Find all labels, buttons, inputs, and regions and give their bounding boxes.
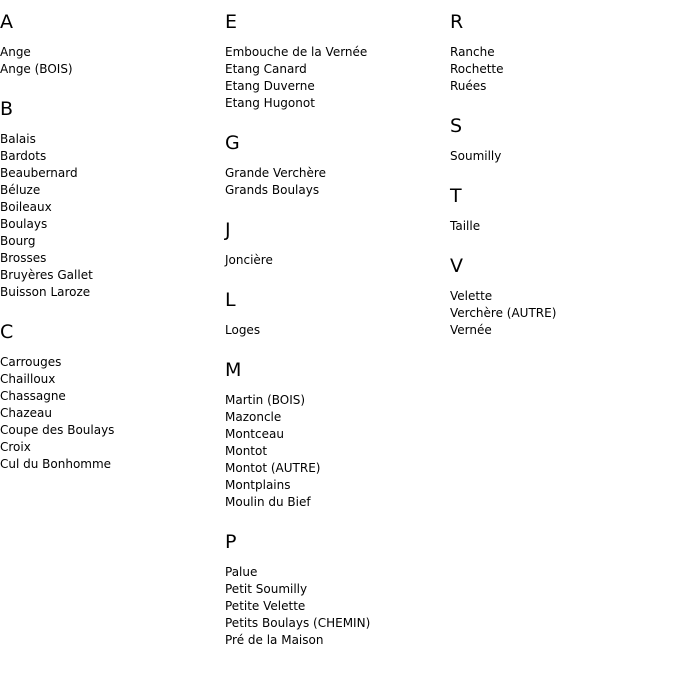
place-entry[interactable]: Vernée [450, 323, 492, 337]
letter-group-p [225, 530, 450, 649]
letter-group-b [0, 97, 225, 301]
letter-group-j [225, 218, 450, 269]
place-entry[interactable]: Boulays [0, 217, 48, 231]
letter-group-t [450, 184, 675, 235]
place-entry[interactable]: Coupe des Boulays [0, 423, 115, 437]
place-entry[interactable]: Verchère (AUTRE) [450, 306, 557, 320]
place-entry[interactable]: Etang Canard [225, 62, 307, 76]
entry-list [225, 252, 450, 269]
letter-group-e [225, 10, 450, 112]
letter-group-r [450, 10, 675, 95]
place-entry[interactable]: Taille [450, 219, 481, 233]
place-entry[interactable]: Grande Verchère [225, 166, 326, 180]
place-entry[interactable]: Joncière [225, 253, 273, 267]
letter-heading: A [0, 11, 13, 33]
place-entry[interactable]: Montot [225, 444, 268, 458]
place-entry[interactable]: Brosses [0, 251, 47, 265]
place-entry[interactable]: Ruées [450, 79, 487, 93]
index-column [450, 10, 675, 358]
letter-group-s [450, 114, 675, 165]
place-entry[interactable]: Beaubernard [0, 166, 78, 180]
letter-heading: R [450, 11, 464, 33]
place-entry[interactable]: Montplains [225, 478, 291, 492]
letter-group-g [225, 131, 450, 199]
place-entry[interactable]: Etang Duverne [225, 79, 315, 93]
place-entry[interactable]: Etang Hugonot [225, 96, 315, 110]
place-entry[interactable]: Martin (BOIS) [225, 393, 306, 407]
place-entry[interactable]: Ange [0, 45, 31, 59]
letter-heading: E [225, 11, 238, 33]
entry-list [225, 44, 450, 112]
index-column [0, 10, 225, 492]
place-entry[interactable]: Petit Soumilly [225, 582, 308, 596]
place-entry[interactable]: Palue [225, 565, 258, 579]
entry-list [0, 44, 225, 78]
entry-list [0, 131, 225, 301]
place-entry[interactable]: Carrouges [0, 355, 62, 369]
letter-heading: L [225, 289, 236, 311]
place-entry[interactable]: Buisson Laroze [0, 285, 91, 299]
entry-list [0, 354, 225, 473]
entry-list [450, 218, 675, 235]
letter-heading: S [450, 115, 463, 137]
place-entry[interactable]: Bardots [0, 149, 47, 163]
place-entry[interactable]: Bourg [0, 234, 36, 248]
entry-list [450, 148, 675, 165]
place-entry[interactable]: Velette [450, 289, 493, 303]
place-entry[interactable]: Cul du Bonhomme [0, 457, 112, 471]
place-entry[interactable]: Croix [0, 440, 31, 454]
place-entry[interactable]: Embouche de la Vernée [225, 45, 368, 59]
entry-list [450, 44, 675, 95]
place-entry[interactable]: Grands Boulays [225, 183, 320, 197]
place-entry[interactable]: Chailloux [0, 372, 56, 386]
place-entry[interactable]: Ange (BOIS) [0, 62, 73, 76]
place-entry[interactable]: Ranche [450, 45, 495, 59]
place-entry[interactable]: Petite Velette [225, 599, 306, 613]
letter-group-m [225, 358, 450, 511]
index-column [225, 10, 450, 668]
place-entry[interactable]: Petits Boulays (CHEMIN) [225, 616, 371, 630]
place-entry[interactable]: Montceau [225, 427, 284, 441]
place-entry[interactable]: Rochette [450, 62, 504, 76]
place-entry[interactable]: Bruyères Gallet [0, 268, 93, 282]
place-entry[interactable]: Chassagne [0, 389, 66, 403]
letter-heading: J [225, 219, 231, 241]
letter-heading: P [225, 531, 237, 553]
letter-heading: G [225, 132, 240, 154]
letter-heading: V [450, 255, 463, 277]
place-entry[interactable]: Loges [225, 323, 261, 337]
place-entry[interactable]: Pré de la Maison [225, 633, 324, 647]
entry-list [225, 322, 450, 339]
letter-heading: B [0, 98, 14, 120]
place-entry[interactable]: Boileaux [0, 200, 52, 214]
entry-list [450, 288, 675, 339]
letter-heading: M [225, 359, 242, 381]
place-entry[interactable]: Balais [0, 132, 36, 146]
entry-list [225, 392, 450, 511]
letter-group-l [225, 288, 450, 339]
place-entry[interactable]: Montot (AUTRE) [225, 461, 321, 475]
place-entry[interactable]: Mazoncle [225, 410, 282, 424]
letter-group-a [0, 10, 225, 78]
place-entry[interactable]: Chazeau [0, 406, 52, 420]
entry-list [225, 564, 450, 649]
place-entry[interactable]: Soumilly [450, 149, 502, 163]
place-entry[interactable]: Béluze [0, 183, 41, 197]
place-entry[interactable]: Moulin du Bief [225, 495, 311, 509]
letter-group-c [0, 320, 225, 473]
entry-list [225, 165, 450, 199]
letter-heading: C [0, 321, 14, 343]
letter-group-v [450, 254, 675, 339]
letter-heading: T [450, 185, 462, 207]
